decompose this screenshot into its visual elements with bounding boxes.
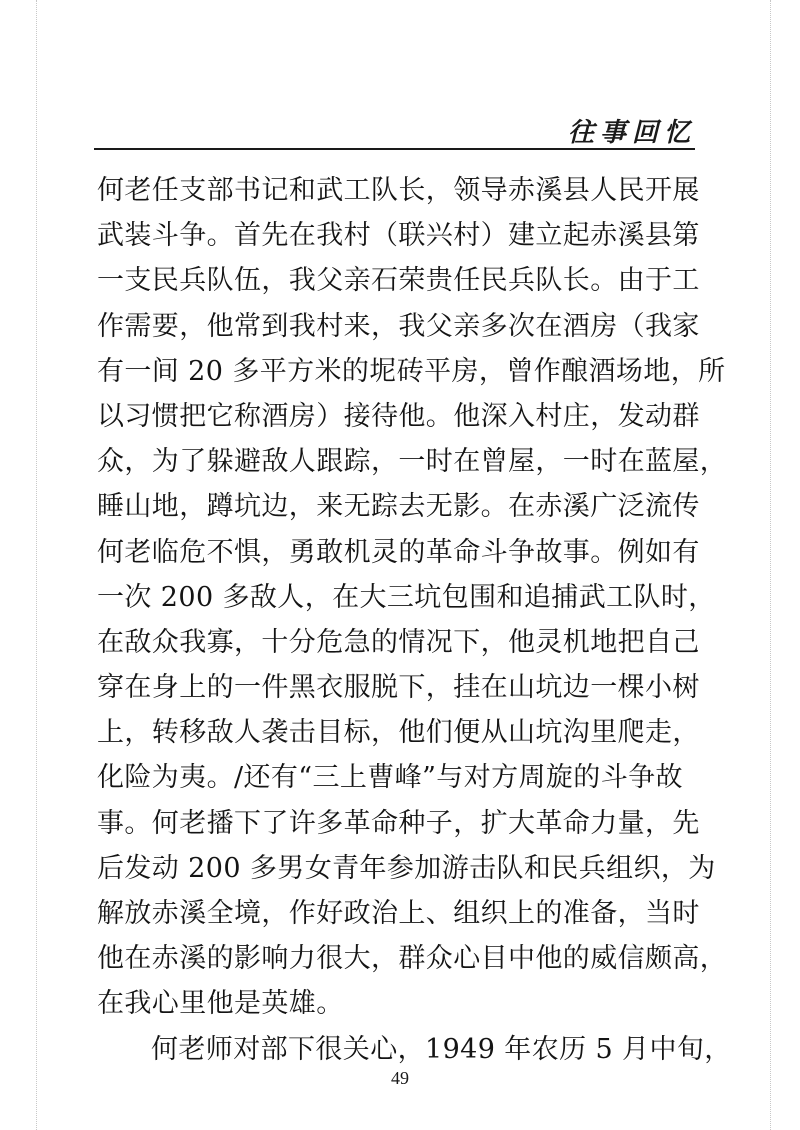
text-line: 一次 200 多敌人，在大三坑包围和追捕武工队时， (97, 581, 716, 613)
text-line: 穿在身上的一件黑衣服脱下，挂在山坑边一棵小树 (97, 672, 700, 704)
text-line: 何老任支部书记和武工队长，领导赤溪县人民开展 (97, 175, 700, 206)
text-line: 作需要，他常到我村来，我父亲多次在酒房（我家 (97, 310, 700, 342)
scan-edge-right (770, 0, 773, 1130)
running-head-title: 往事回忆 (567, 118, 696, 148)
scan-edge-left (36, 0, 39, 1130)
text-line: 众，为了躲避敌人跟踪，一时在曾屋，一时在蓝屋， (97, 446, 728, 478)
text-line: 武装斗争。首先在我村（联兴村）建立起赤溪县第 (97, 220, 700, 252)
text-line: 在我心里他是英雄。 (97, 988, 344, 1020)
body-text (97, 168, 732, 1072)
text-line: 何老临危不惧，勇敢机灵的革命斗争故事。例如有 (97, 536, 700, 568)
page-number: 49 (391, 1068, 409, 1088)
text-line: 以习惯把它称酒房）接待他。他深入村庄，发动群 (97, 400, 700, 432)
text-line: 化险为夷。/还有“三上曹峰”与对方周旋的斗争故 (97, 762, 683, 794)
text-line: 何老师对部下很关心，1949 年农历 5 月中旬， (151, 1033, 732, 1065)
text-line: 他在赤溪的影响力很大，群众心目中他的威信颇高， (97, 943, 728, 975)
text-line: 后发动 200 多男女青年参加游击队和民兵组织，为 (97, 852, 716, 884)
text-line: 睡山地，蹲坑边，来无踪去无影。在赤溪广泛流传 (97, 491, 700, 523)
text-line: 一支民兵队伍，我父亲石荣贵任民兵队长。由于工 (97, 265, 700, 297)
text-line: 事。何老播下了许多革命种子，扩大革命力量，先 (97, 807, 700, 839)
text-line: 上，转移敌人袭击目标，他们便从山坑沟里爬走， (97, 717, 700, 749)
text-line: 解放赤溪全境，作好政治上、组织上的准备，当时 (97, 898, 700, 929)
paragraph-1 (97, 168, 728, 1027)
header-rule (94, 148, 695, 150)
text-line: 在敌众我寡，十分危急的情况下，他灵机地把自己 (97, 626, 700, 658)
paragraph-2 (97, 1027, 732, 1072)
text-line: 有一间 20 多平方米的坭砖平房，曾作酿酒场地，所 (97, 355, 726, 387)
